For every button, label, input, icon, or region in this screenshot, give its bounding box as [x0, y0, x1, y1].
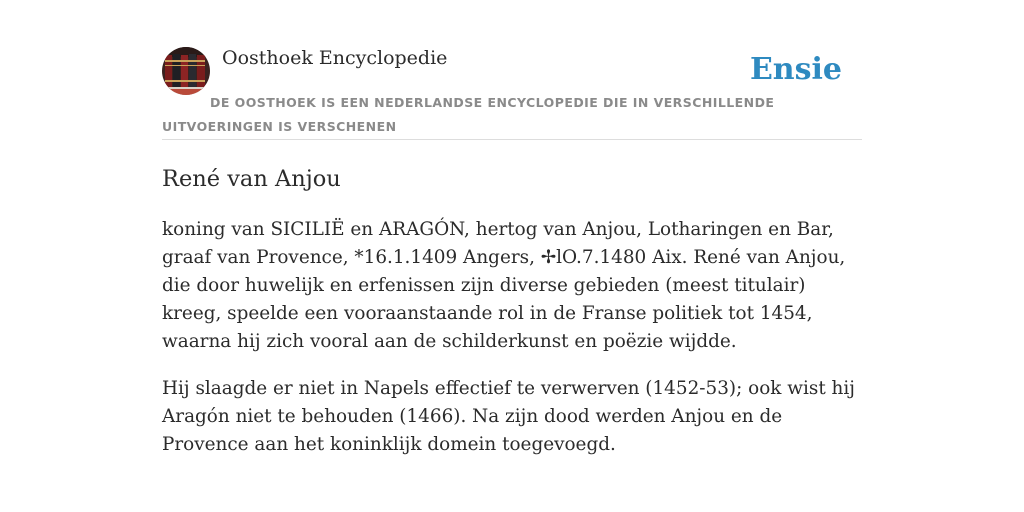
- article-body: [162, 216, 868, 478]
- article-paragraph: Hij slaagde er niet in Napels effectief te verwerven (1452-53); ook wist hij Aragón niet te behouden (1466). Na zijn dood werden Anjou en de Provence aan het koninklijk domein toegevoegd.: [162, 378, 855, 455]
- brand-logo[interactable]: Ensie: [749, 52, 842, 87]
- site-name[interactable]: Oosthoek Encyclopedie: [222, 47, 448, 69]
- site-tagline: DE OOSTHOEK IS EEN NEDERLANDSE ENCYCLOPEDIE DIE IN VERSCHILLENDE UITVOERINGEN IS VERSCHENEN: [162, 95, 775, 134]
- article-title: René van Anjou: [162, 166, 341, 192]
- header-divider: [162, 139, 862, 140]
- encyclopedia-books-icon[interactable]: [162, 47, 210, 95]
- article-paragraph: koning van SICILIË en ARAGÓN, hertog van Anjou, Lotharingen en Bar, graaf van Provence, *16.1.1409 Angers, ✢lO.7.1480 Aix. René van Anjou, die door huwelijk en erfenissen zijn diverse gebieden (meest titulair) kreeg, speelde een vooraanstaande rol in de Franse politiek tot 1454, waarna hij zich vooral aan de schilderkunst en poëzie wijdde.: [162, 219, 846, 352]
